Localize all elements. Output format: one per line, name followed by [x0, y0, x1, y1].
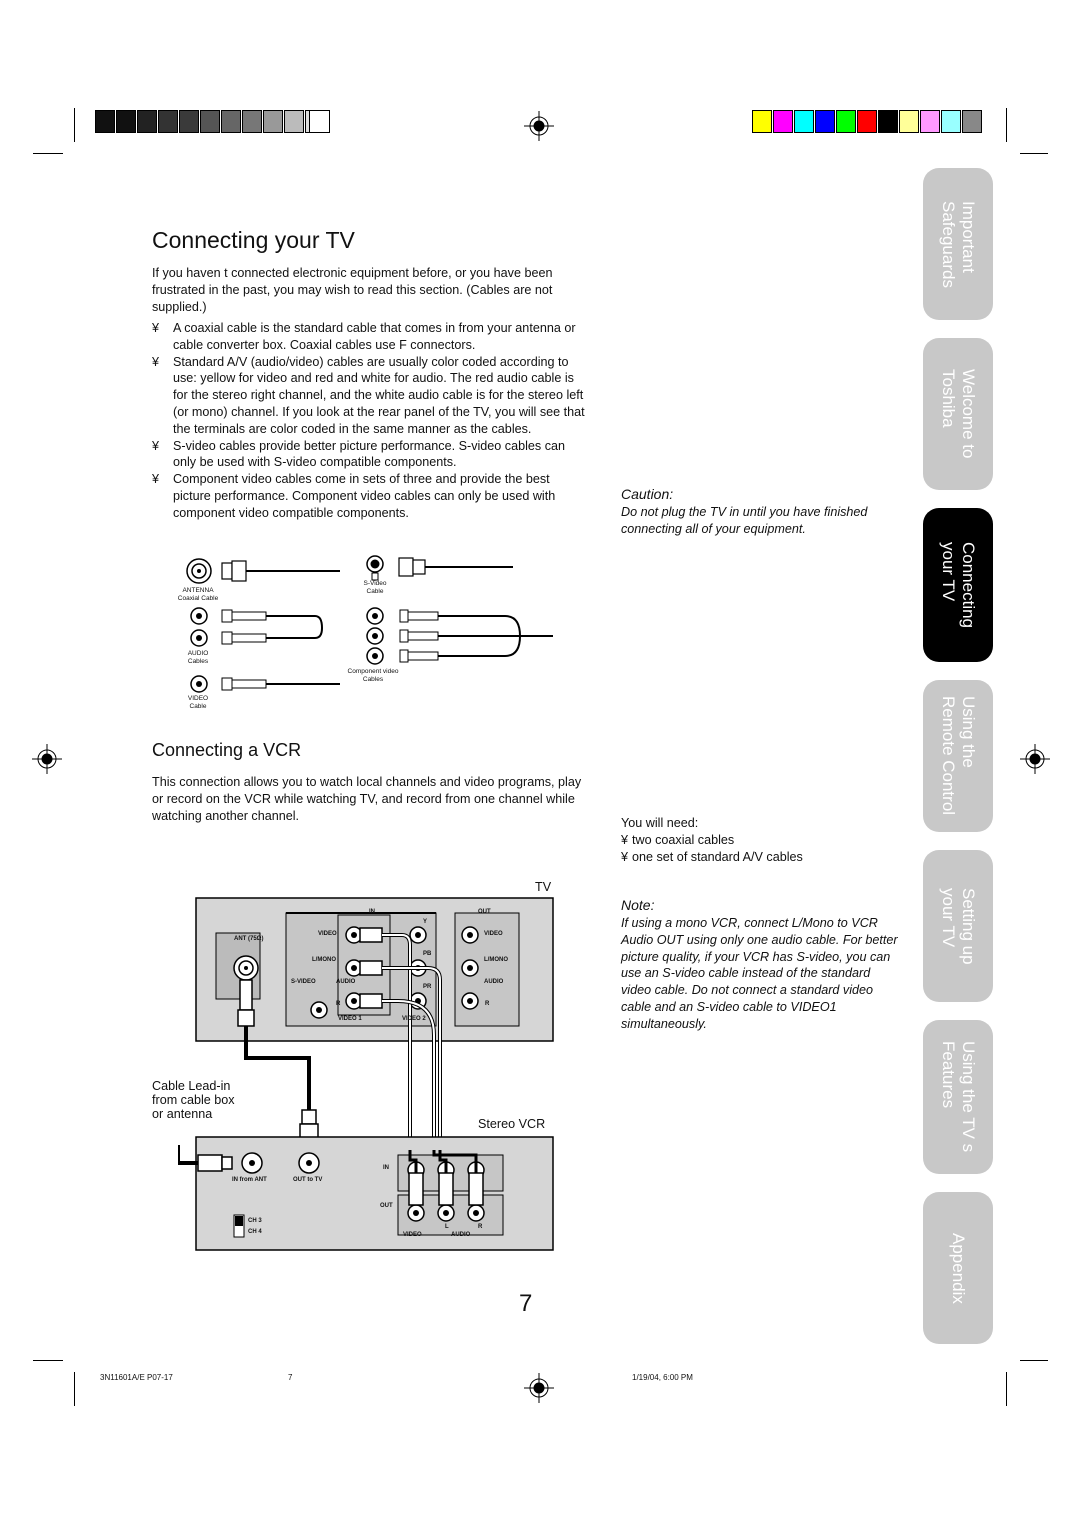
- registration-mark-top: [524, 111, 554, 141]
- page-number: 7: [519, 1290, 533, 1317]
- intro-paragraph: If you haven t connected electronic equipment before, or you have been frustrated in the past, you may wish to read this section. (Cables are not supplied.): [152, 266, 553, 314]
- tv-out-label: OUT: [478, 909, 491, 915]
- tv-out-video-label: VIDEO: [484, 931, 503, 937]
- registration-mark-bottom: [524, 1373, 554, 1403]
- video-label: VIDEO Cable: [187, 695, 209, 710]
- antenna-label: ANTENNA Coaxial Cable: [177, 587, 219, 602]
- tv-video2-label: VIDEO 2: [402, 1016, 426, 1022]
- vcr-l-label: L: [445, 1224, 449, 1230]
- tv-out-lmono-label: L/MONO: [484, 957, 508, 963]
- vcr-in-from-ant-label: IN from ANT: [232, 1177, 267, 1183]
- tab-important-safeguards[interactable]: Important Safeguards: [923, 168, 993, 320]
- bullet-item: ¥ S-video cables provide better picture performance. S-video cables can only be used with S-video compatible components.: [152, 438, 566, 470]
- tv-y-label: Y: [423, 919, 428, 925]
- tab-connecting-your-tv[interactable]: Connecting your TV: [923, 508, 993, 662]
- antenna-jack-icon: [187, 559, 211, 583]
- note-heading: Note:: [621, 897, 655, 913]
- footer-right: 1/19/04, 6:00 PM: [632, 1373, 693, 1382]
- tab-using-the-remote-control[interactable]: Using the Remote Control: [923, 680, 993, 832]
- vcr-intro: This connection allows you to watch local channels and video programs, play or record on the VCR while watching TV, and record from one channel while watching another channel.: [152, 775, 582, 823]
- tab-appendix[interactable]: Appendix: [923, 1192, 993, 1344]
- vcr-section-title: Connecting a VCR: [152, 740, 302, 760]
- vcr-out-to-tv-label: OUT to TV: [293, 1177, 323, 1183]
- tv-in-label: IN: [369, 909, 375, 915]
- tv-ant-label: ANT (75Ω): [234, 936, 264, 942]
- footer-mid: 7: [288, 1373, 293, 1382]
- vcr-ch3-label: CH 3: [248, 1218, 262, 1224]
- footer-left: 3N11601A/E P07-17: [100, 1373, 173, 1382]
- tv-lmono-label: L/MONO: [312, 957, 336, 963]
- vcr-in-label: IN: [383, 1165, 389, 1171]
- video-jack-icon: [191, 676, 207, 692]
- component-label: Component video Cables: [347, 668, 399, 683]
- audio-jack-icon: [191, 608, 207, 646]
- tv-label: TV: [535, 880, 552, 894]
- svideo-jack-icon: [367, 556, 383, 580]
- cable-illustration: [170, 552, 570, 717]
- audio-cable-icon: [222, 610, 322, 644]
- vcr-r-label: R: [478, 1224, 483, 1230]
- coaxial-plug-icon: [222, 561, 340, 581]
- tv-pb-label: PB: [423, 951, 432, 957]
- tv-out-r-label: R: [485, 1001, 490, 1007]
- tv-video1-label: VIDEO 1: [338, 1016, 362, 1022]
- component-jack-icon: [367, 608, 383, 664]
- bullet-item: ¥ Component video cables come in sets of three and provide the best picture performance. Component video cables can only be used with component video compatible components.: [152, 472, 556, 520]
- registration-mark-left: [32, 744, 62, 774]
- registration-mark-right: [1020, 744, 1050, 774]
- bullet-item: ¥ Standard A/V (audio/video) cables are usually color coded according to use: yellow for video and red and white for audio. The red audio cable is for the stereo right channel, and the white audio cable is for the stereo left (or mono) channel. If you look at the rear panel of the TV, you will see that the terminals are color coded in the same manner as the cables.: [152, 354, 585, 436]
- cable-lead-in-label: Cable Lead-in from cable box or antenna: [152, 1079, 235, 1121]
- audio-label: AUDIO Cables: [187, 650, 209, 665]
- vcr-audio-label: AUDIO: [451, 1232, 471, 1238]
- svideo-plug-icon: [399, 558, 513, 576]
- tv-audio-label: AUDIO: [336, 979, 356, 985]
- tv-r-label: R: [336, 1001, 341, 1007]
- tab-setting-up-your-tv[interactable]: Setting up your TV: [923, 850, 993, 1002]
- vcr-ch4-label: CH 4: [248, 1229, 262, 1235]
- vcr-connection-diagram: [178, 895, 558, 1255]
- video-cable-icon: [222, 678, 340, 690]
- vcr-video-label: VIDEO: [403, 1232, 422, 1238]
- tv-svideo-label: S-VIDEO: [291, 979, 316, 985]
- caution-heading: Caution:: [621, 486, 674, 502]
- svideo-label: S-Video Cable: [363, 580, 387, 595]
- caution-text: Do not plug the TV in until you have finished connecting all of your equipment.: [621, 505, 868, 536]
- tv-pr-label: PR: [423, 984, 432, 990]
- you-will-need: You will need: ¥ two coaxial cables ¥ one set of standard A/V cables: [621, 816, 803, 864]
- tv-video-label: VIDEO: [318, 931, 337, 937]
- stereo-vcr-label: Stereo VCR: [478, 1117, 546, 1131]
- tab-using-the-tvs-features[interactable]: Using the TV s Features: [923, 1020, 993, 1174]
- bullet-list: [152, 320, 588, 522]
- bullet-item: ¥ A coaxial cable is the standard cable that comes in from your antenna or cable converter box. Coaxial cables use F connectors.: [152, 321, 576, 352]
- page-title: Connecting your TV: [152, 227, 355, 253]
- component-cable-icon: [400, 610, 553, 662]
- note-text: If using a mono VCR, connect L/Mono to VCR Audio OUT using only one audio cable. For better picture quality, if your VCR has S-video, you can use an S-video cable instead of the standard video cable. Do not connect a standard video cable and an S-video cable to VIDEO1 simultaneously.: [621, 916, 898, 1031]
- tab-welcome-to-toshiba[interactable]: Welcome to Toshiba: [923, 338, 993, 490]
- tv-out-audio-label: AUDIO: [484, 979, 504, 985]
- vcr-out-label: OUT: [380, 1203, 393, 1209]
